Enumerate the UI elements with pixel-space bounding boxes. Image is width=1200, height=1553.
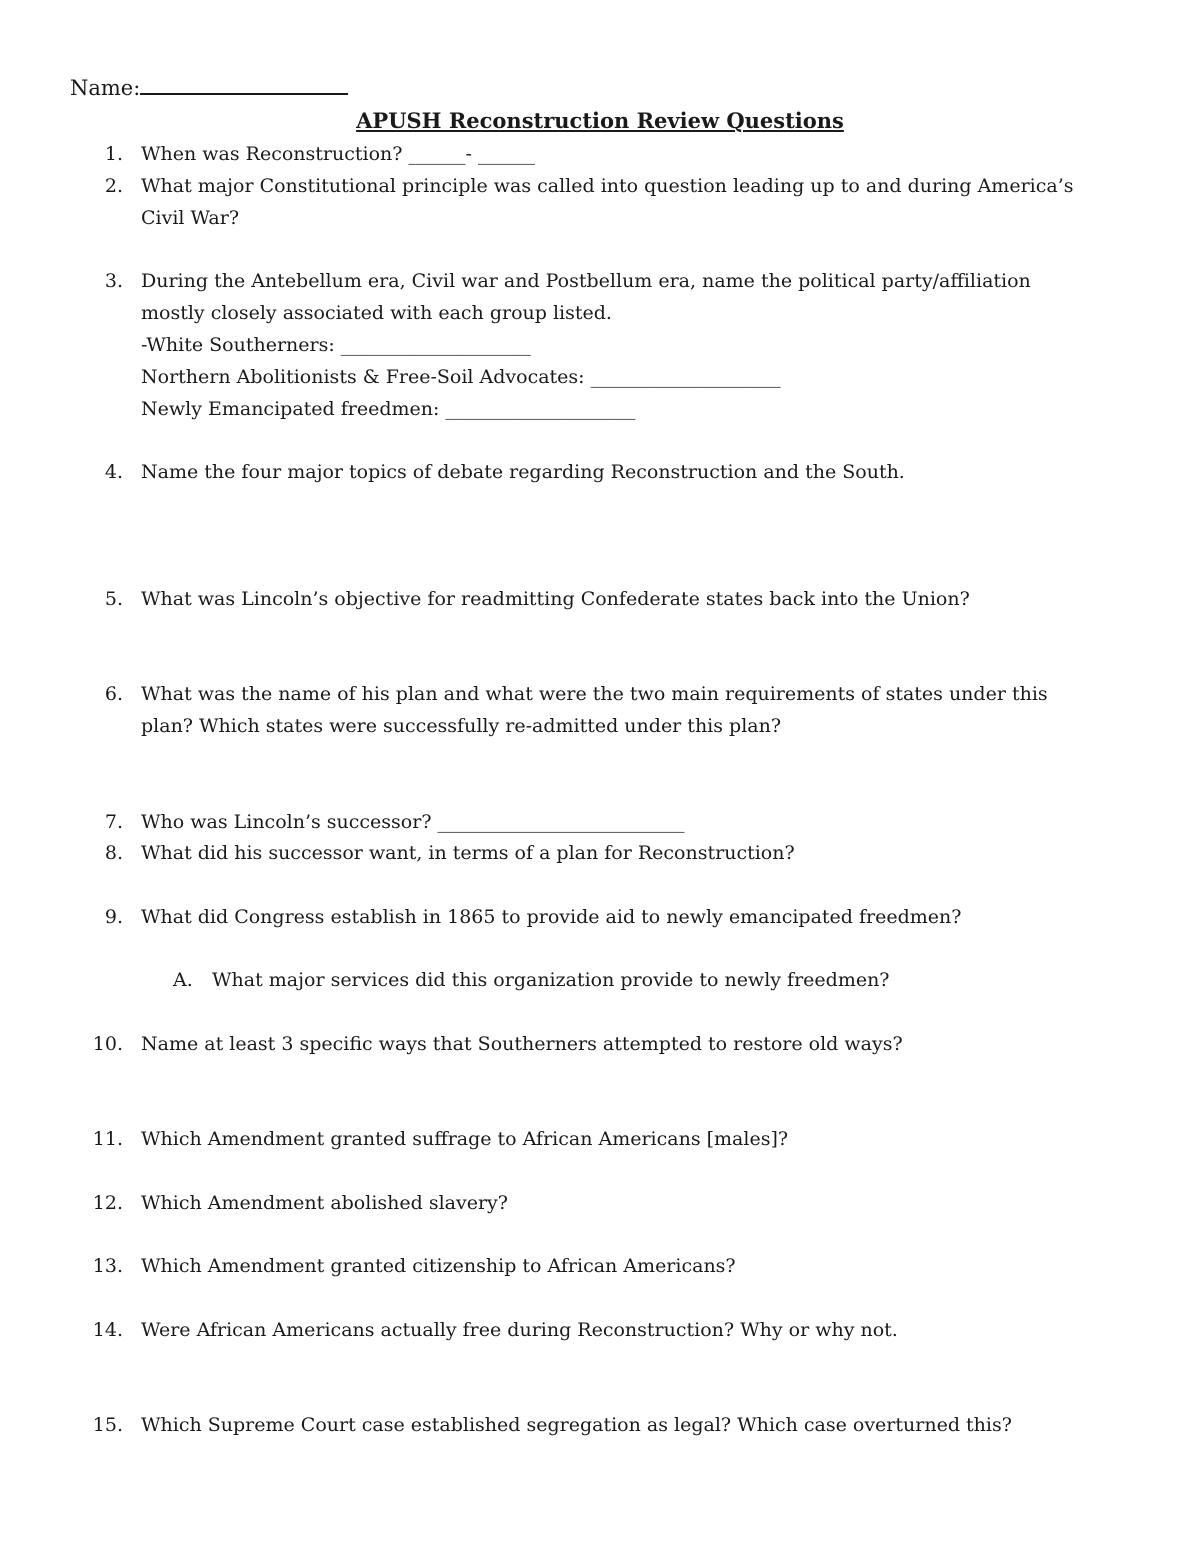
question-line: Were African Americans actually free during Reconstruction? Why or why not.	[141, 1319, 898, 1341]
question-text	[141, 1187, 1116, 1219]
question-line: mostly closely associated with each group listed.	[141, 302, 612, 324]
question-number: 12.	[92, 1192, 123, 1214]
question-line: What major Constitutional principle was called into question leading up to and during America’s	[141, 175, 1074, 197]
question-number: 13.	[92, 1255, 123, 1277]
question-text	[141, 1028, 1116, 1060]
question-line: What was the name of his plan and what were the two main requirements of states under this	[141, 683, 1048, 705]
question-line: What was Lincoln’s objective for readmitting Confederate states back into the Union?	[141, 588, 970, 610]
question-number: 9.	[104, 906, 123, 928]
question-number: 3.	[104, 270, 123, 292]
question-line: Name the four major topics of debate regarding Reconstruction and the South.	[141, 461, 905, 483]
question-line: Newly Emancipated freedmen: ____________________	[141, 398, 636, 420]
name-field	[70, 74, 348, 102]
question-text	[141, 901, 1116, 933]
question-text	[141, 138, 1116, 170]
question-line: What did Congress establish in 1865 to provide aid to newly emancipated freedmen?	[141, 906, 962, 928]
question-number: 7.	[104, 811, 123, 833]
question-line: Which Amendment granted citizenship to African Americans?	[141, 1255, 736, 1277]
question-line: Northern Abolitionists & Free-Soil Advocates: ____________________	[141, 366, 781, 388]
question-number: 8.	[104, 842, 123, 864]
question-number: 14.	[92, 1319, 123, 1341]
question-line: When was Reconstruction? ______- ______	[141, 143, 535, 165]
question-line: -White Southerners: ____________________	[141, 334, 531, 356]
question-text	[141, 265, 1116, 425]
question-number: 11.	[92, 1128, 123, 1150]
sub-question-letter: A.	[173, 969, 193, 991]
question-text	[141, 1314, 1116, 1346]
question-text	[141, 1123, 1116, 1155]
question-number: 15.	[92, 1414, 123, 1436]
question-line: Name at least 3 specific ways that Southerners attempted to restore old ways?	[141, 1033, 903, 1055]
question-text	[141, 456, 1116, 488]
question-number: 6.	[104, 683, 123, 705]
question-line: Which Amendment granted suffrage to African Americans [males]?	[141, 1128, 789, 1150]
question-number: 2.	[104, 175, 123, 197]
page-title: APUSH Reconstruction Review Questions	[356, 108, 844, 133]
question-line: Which Amendment abolished slavery?	[141, 1192, 508, 1214]
question-number: 5.	[104, 588, 123, 610]
question-text	[141, 678, 1116, 742]
question-number: 4.	[104, 461, 123, 483]
question-line: During the Antebellum era, Civil war and Postbellum era, name the political party/affiliation	[141, 270, 1031, 292]
name-label: Name:	[70, 76, 141, 100]
question-line: Civil War?	[141, 207, 240, 229]
name-blank[interactable]	[140, 75, 348, 95]
question-line: Who was Lincoln’s successor? __________________________	[141, 811, 685, 833]
question-number: 10.	[92, 1033, 123, 1055]
question-text	[141, 837, 1116, 869]
question-text	[141, 170, 1116, 234]
question-line: plan? Which states were successfully re-admitted under this plan?	[141, 715, 782, 737]
question-text	[141, 1409, 1116, 1441]
question-number: 1.	[104, 143, 123, 165]
question-text	[141, 583, 1116, 615]
question-text	[141, 1250, 1116, 1282]
question-text	[141, 806, 1116, 838]
sub-question-text: What major services did this organization provide to newly freedmen?	[212, 969, 890, 991]
question-line: What did his successor want, in terms of a plan for Reconstruction?	[141, 842, 795, 864]
question-line: Which Supreme Court case established segregation as legal? Which case overturned this?	[141, 1414, 1012, 1436]
